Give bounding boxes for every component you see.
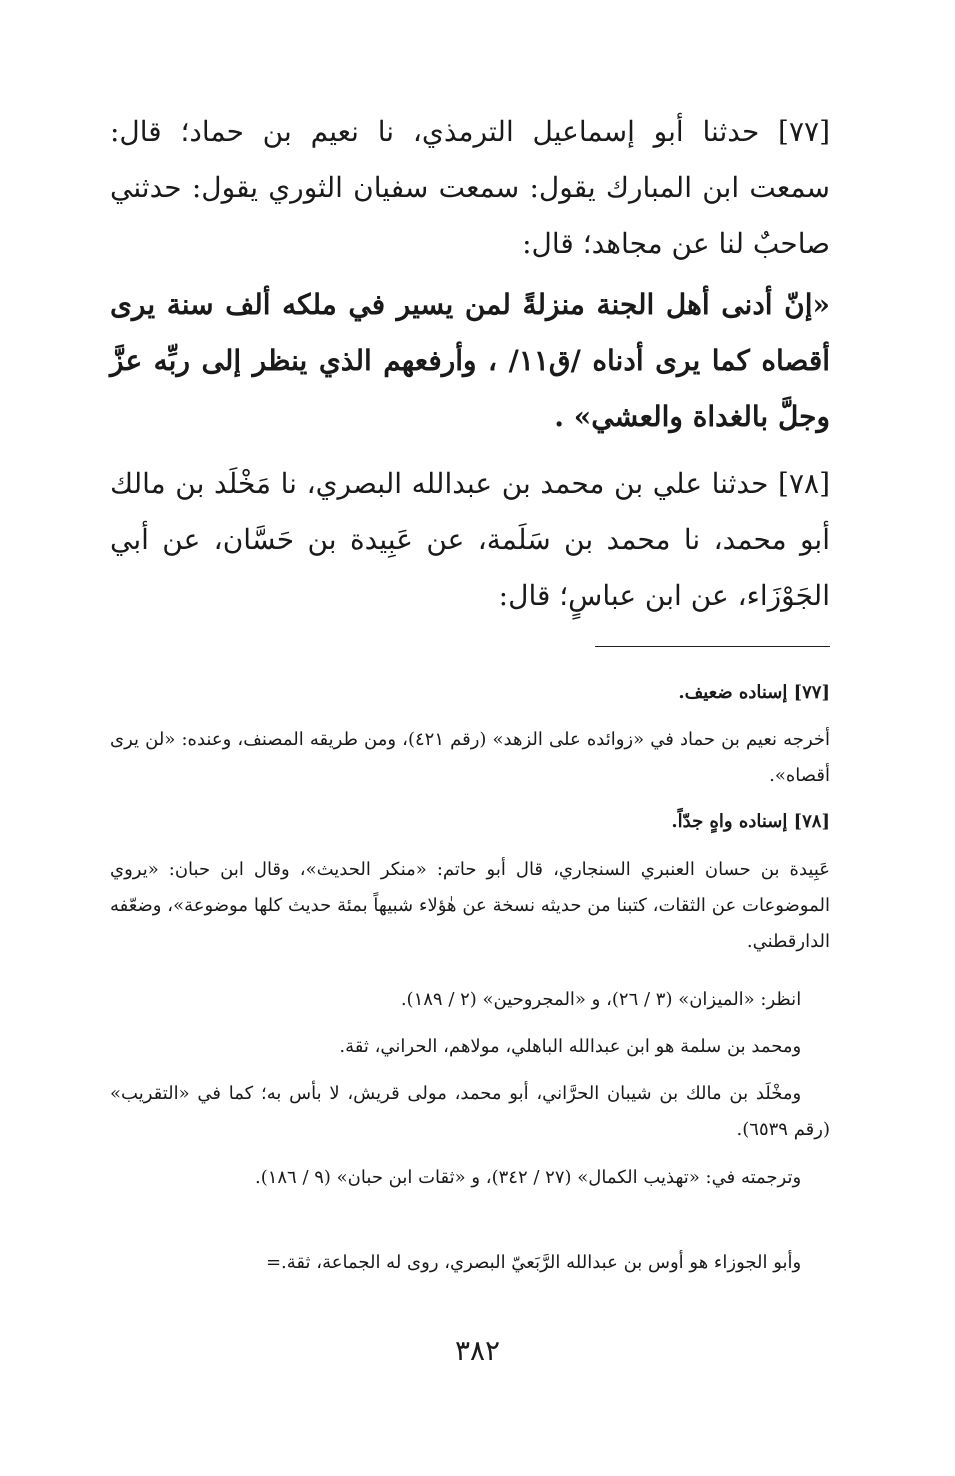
hadith-77-isnad: [٧٧] حدثنا أبو إسماعيل الترمذي، نا نعيم بن حماد؛ قال: سمعت ابن المبارك يقول: سمعت سفيان الثوري يقول: حدثني صاحبٌ لنا عن مجاهد؛ قال:	[110, 115, 830, 260]
footnote-77-grade: [٧٧] إسناده ضعيف.	[678, 682, 830, 703]
footnote-78-references: انظر: «الميزان» (٣ / ٢٦)، و «المجروحين» (٢ / ١٨٩).	[400, 989, 802, 1010]
hadith-77-text: «إنّ أدنى أهل الجنة منزلةً لمن يسير في ملكه ألف سنة يرى أقصاه كما يرى أدناه /ق١١/ ، وأرفعهم الذي ينظر إلى ربِّه عزَّ وجلَّ بالغداة والعشي» .	[110, 288, 830, 433]
footnote-78-narrator-abul-jawza: وأبو الجوزاء هو أوس بن عبدالله الرَّبَعيّ البصري، روى له الجماعة، ثقة.=	[265, 1252, 802, 1273]
footnote-78-narrator-ubayda: عَبِيدة بن حسان العنبري السنجاري، قال أبو حاتم: «منكر الحديث»، وقال ابن حبان: «يروي الموضوعات عن الثقات، كتبنا من حديثه نسخة عن هٰؤلاء شبيهاً بمئة حديث كلها موضوعة»، وضعّفه الدارقطني.	[110, 859, 830, 952]
footnote-78-grade: [٧٨] إسناده واهٍ جدّاً.	[671, 811, 830, 832]
footnote-77-takhrij: أخرجه نعيم بن حماد في «زوائده على الزهد» (رقم ٤٢١)، ومن طريقه المصنف، وعنده: «لن يرى أقصاه».	[110, 729, 830, 786]
page-number: ٣٨٢	[454, 1334, 501, 1367]
footnote-separator	[595, 646, 830, 647]
footnote-78-biography-refs: وترجمته في: «تهذيب الكمال» (٢٧ / ٣٤٢)، و «ثقات ابن حبان» (٩ / ١٨٦).	[254, 1167, 802, 1188]
footnote-78-narrator-makhlad: ومخْلَد بن مالك بن شيبان الحرَّاني، أبو محمد، مولى قريش، لا بأس به؛ كما في «التقريب» (رقم ٦٥٣٩).	[110, 1083, 830, 1140]
hadith-78-isnad: [٧٨] حدثنا علي بن محمد بن عبدالله البصري، نا مَخْلَد بن مالك أبو محمد، نا محمد بن سَلَمة، عن عَبِيدة بن حَسَّان، عن أبي الجَوْزَاء، عن ابن عباسٍ؛ قال:	[110, 467, 830, 612]
footnote-78-narrator-muhammad: ومحمد بن سلمة هو ابن عبدالله الباهلي، مولاهم، الحراني، ثقة.	[339, 1036, 802, 1057]
